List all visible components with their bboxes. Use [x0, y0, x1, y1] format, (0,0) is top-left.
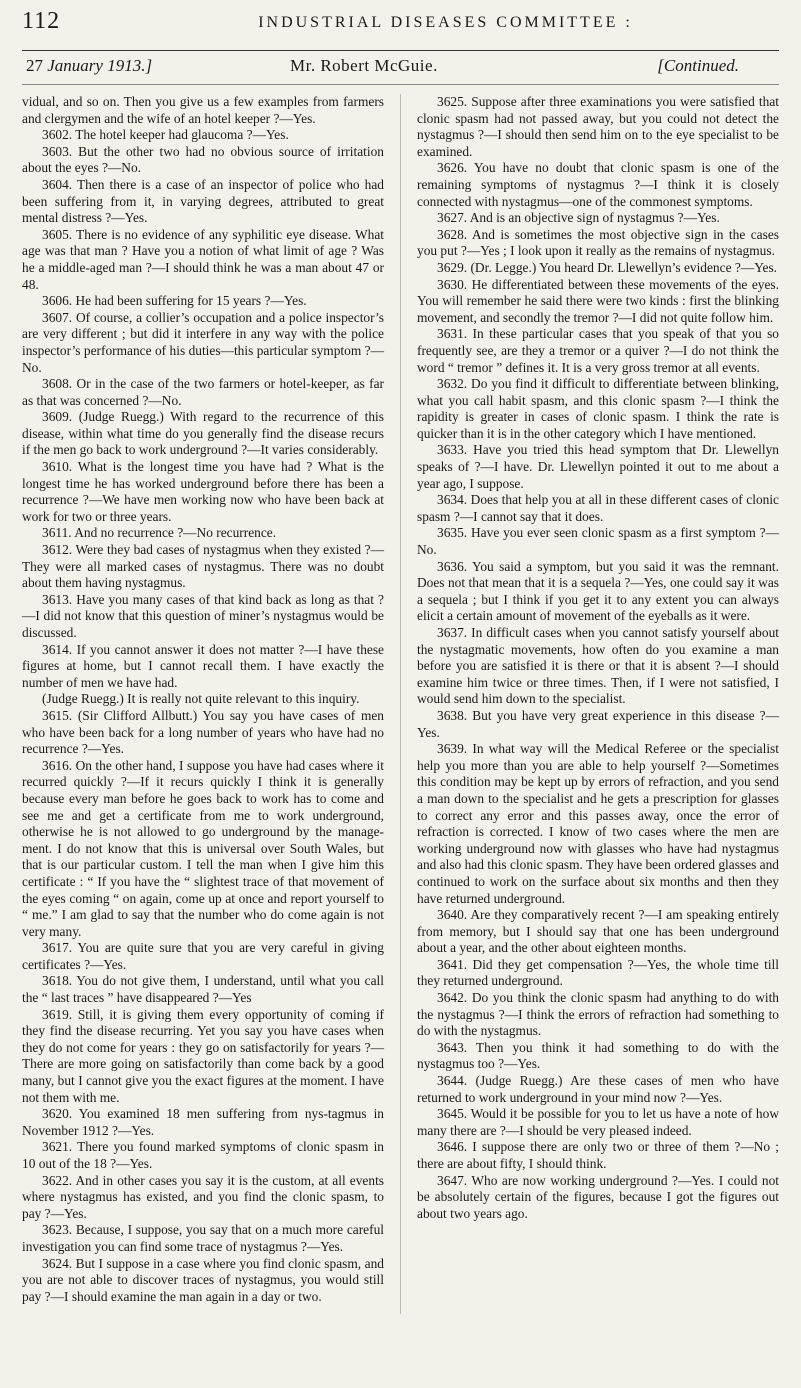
header-rule — [22, 50, 779, 51]
paragraph: 3626. You have no doubt that clonic spasm is one of the remaining symptoms of nystagmus ?—I think it is closely connected with nystagmus—one of the commonest symptoms. — [417, 160, 779, 209]
paragraph: 3604. Then there is a case of an inspector of police who had been suffering from it, in varying degrees, attributed to great mental distress ?—Yes. — [22, 176, 384, 226]
paragraph: 3625. Suppose after three examinations you were satisfied that clonic spasm had not passed away, but you could not detect the nystagmus ?—I should then send him on to the eye specialist to be examined. — [417, 94, 779, 159]
paragraph: 3613. Have you many cases of that kind back as long as that ?—I did not know that this question of miner’s nystagmus would be discussed. — [22, 591, 384, 640]
subheader — [22, 56, 779, 82]
paragraph: 3612. Were they bad cases of nystagmus when they existed ?—They were all marked cases of nystagmus. There was no doubt about them having nystagmus. — [22, 542, 384, 591]
paragraph: 3635. Have you ever seen clonic spasm as a first symptom ?—No. — [417, 525, 779, 558]
page-number: 112 — [22, 8, 61, 34]
left-column — [22, 94, 384, 1305]
paragraph: 3622. And in other cases you say it is the custom, at all events where nystagmus has existed, and you find the clonic spasm, to pay ?—Yes. — [22, 1172, 384, 1221]
page-header — [22, 8, 779, 48]
paragraph: 3609. (Judge Ruegg.) With regard to the recurrence of this disease, within what time do you generally find the disease recurs if the men go back to work underground ?—It varies considerably. — [22, 409, 384, 458]
paragraph: 3629. (Dr. Legge.) You heard Dr. Llewellyn’s evidence ?—Yes. — [437, 259, 778, 275]
paragraph: 3633. Have you tried this head symptom that Dr. Llewellyn speaks of ?—I have. Dr. Llewellyn pointed it out to me about a year ago, I suppose. — [417, 442, 779, 491]
paragraph: 3639. In what way will the Medical Referee or the specialist help you more than you are able to help yourself ?—Sometimes this condition may be kept up by errors of refraction, and you send a man down to the specialist and he gets a prescription for glasses to correct any error and this passes away, once the error of refraction is corrected. I know of two cases where the men are working underground now with glasses who have had nystagmus and also had this clonic spasm. They have been ordered glasses and continued to work on the surface about six months and then they have returned underground. — [417, 741, 779, 906]
paragraph: 3636. You said a symptom, but you said it was the remnant. Does not that mean that it is a sequela ?—Yes, one could say it was a sequela ; but I think if you get it to any extent you can always elicit a certain amount of movement of the eyeballs as it were. — [417, 558, 779, 624]
subheader-rule — [22, 84, 779, 85]
paragraph: 3637. In difficult cases when you cannot satisfy yourself about the nystagmatic movements, how often do you examine a man before you are satisfied it is there or that it is absent ?—I should examine him twice or three times. Then, if I were not satisfied, I would send him down to the specialist. — [417, 625, 779, 707]
paragraph: 3603. But the other two had no obvious source of irritation about the eyes ?—No. — [22, 143, 384, 176]
column-divider — [400, 94, 401, 1314]
paragraph: 3634. Does that help you at all in these different cases of clonic spasm ?—I cannot say that it does. — [417, 492, 779, 524]
paragraph: 3627. And is an objective sign of nystagmus ?—Yes. — [437, 210, 720, 226]
paragraph: 3640. Are they comparatively recent ?—I am speaking entirely from memory, but I should say that one has been underground about a year, and the other about eighteen months. — [417, 907, 779, 956]
paragraph: 3615. (Sir Clifford Allbutt.) You say you have cases of men who have been back for a long number of years who have had no recurrence ?—Yes. — [22, 707, 384, 757]
paragraph: 3623. Because, I suppose, you say that on a much more careful investigation you can find some trace of nystagmus ?—Yes. — [22, 1222, 384, 1254]
paragraph: 3638. But you have very great experience in this disease ?—Yes. — [417, 707, 779, 740]
paragraph: 3602. The hotel keeper had glaucoma ?—Yes. — [42, 127, 289, 143]
paragraph: 3611. And no recurrence ?—No recurrence. — [42, 525, 277, 541]
running-title: INDUSTRIAL DISEASES COMMITTEE : — [258, 14, 633, 31]
paragraph: 3645. Would it be possible for you to let us have a note of how many there are ?—I should be very pleased indeed. — [417, 1106, 779, 1138]
paragraph: 3610. What is the longest time you have had ? What is the longest time he has worked underground before there has been a recurrence ?—We have men working now who have been back at work for two or three years. — [22, 459, 384, 524]
paragraph: 3628. And is sometimes the most objective sign in the cases you put ?—Yes ; I look upon it really as the remains of nystagmus. — [417, 226, 779, 259]
paragraph: 3647. Who are now working underground ?—Yes. I could not be absolutely certain of the figures, because I got the figures out about two years ago. — [417, 1172, 779, 1221]
paragraph: 3644. (Judge Ruegg.) Are these cases of men who have returned to work underground in your mind now ?—Yes. — [417, 1073, 779, 1105]
paragraph: 3632. Do you find it difficult to differentiate between blinking, what you call habit spasm, and this clonic spasm ?—I think the rapidity is greater in cases of clonic spasm. I think the rate is quicker than it is in the other category which I have mentioned. — [417, 376, 779, 441]
witness-name: Mr. Robert McGuie. — [290, 56, 438, 75]
paragraph: 3641. Did they get compensation ?—Yes, the whole time till they returned underground. — [417, 956, 779, 989]
paragraph: vidual, and so on. Then you give us a few examples from farmers and clergymen and the wife of an hotel keeper ?—Yes. — [22, 94, 384, 126]
continued-marker: [Continued. — [657, 56, 739, 75]
date-month-year: January 1913. — [47, 56, 146, 75]
paragraph: 3616. On the other hand, I suppose you have had cases where it recurred quickly ?—If it recurs quickly I think it is generally because every man before he goes back to work has to come and see me and get a certificate from me to work underground, otherwise he is not allowed to go underground by the manage-ment. I do not know that this is universal over South Wales, but that is our particular custom. I tell the man when I give him this certificate : “ If you have the “ slightest trace of that movement of the eyes coming “ on again, come up at once and report yourself to “ me.” I am glad to say that the number who do come again is not very many. — [22, 757, 384, 939]
paragraph: 3614. If you cannot answer it does not matter ?—I have these figures at home, but I cannot recall them. I have exactly the number of men we have had. — [22, 641, 384, 690]
paragraph: 3642. Do you think the clonic spasm had anything to do with the nystagmus ?—I think the errors of refraction had something to do with the nystagmus. — [417, 990, 779, 1039]
paragraph: (Judge Ruegg.) It is really not quite relevant to this inquiry. — [42, 691, 360, 707]
paragraph: 3631. In these particular cases that you speak of that you so frequently see, are they a tremor or a quiver ?—I do not think the word “ tremor ” defines it. It is a very gross tremor at all events. — [417, 326, 779, 375]
hearing-date: 27 January 1913.] — [26, 56, 153, 75]
paragraph: 3624. But I suppose in a case where you find clonic spasm, and you are not able to discover traces of nystagmus, you would still pay ?—I should examine the man again in a day or two. — [22, 1255, 384, 1304]
paragraph: 3607. Of course, a collier’s occupation and a police inspector’s are very different ; but did it interfere in any way with the police inspector’s performance of his duties—this particular symptom ?—No. — [22, 309, 384, 375]
paragraph: 3617. You are quite sure that you are very careful in giving certificates ?—Yes. — [22, 940, 384, 972]
paragraph: 3646. I suppose there are only two or three of them ?—No ; there are about fifty, I should think. — [417, 1139, 779, 1171]
paragraph: 3643. Then you think it had something to do with the nystagmus too ?—Yes. — [417, 1039, 779, 1072]
right-column — [417, 94, 779, 1222]
paragraph: 3619. Still, it is giving them every opportunity of coming if they find the disease recurring. Yet you say you have cases when they do not come for years : they go on satisfactorily for years ?—There are more going on satisfactorily than come back by a good many, but I cannot give you the exact figures at the moment. I have not them with me. — [22, 1006, 384, 1105]
date-day: 27 — [26, 56, 43, 75]
paragraph: 3621. There you found marked symptoms of clonic spasm in 10 out of the 18 ?—Yes. — [22, 1139, 384, 1171]
paragraph: 3618. You do not give them, I understand, until what you call the “ last traces ” have disappeared ?—Yes — [22, 973, 384, 1006]
paragraph: 3608. Or in the case of the two farmers or hotel-keeper, as far as that was concerned ?—No. — [22, 376, 384, 408]
paragraph: 3606. He had been suffering for 15 years ?—Yes. — [42, 293, 307, 309]
paragraph: 3605. There is no evidence of any syphilitic eye disease. What age was that man ? Have you a notion of what limit of age ? Was he a middle-aged man ?—I should think he was a man about 47 or 48. — [22, 226, 384, 292]
paragraph: 3620. You examined 18 men suffering from nys-tagmus in November 1912 ?—Yes. — [22, 1106, 384, 1138]
paragraph: 3630. He differentiated between these movements of the eyes. You will remember he said there were two kinds : first the blinking movement, and secondly the tremor ?—I did not quite follow him. — [417, 276, 779, 325]
